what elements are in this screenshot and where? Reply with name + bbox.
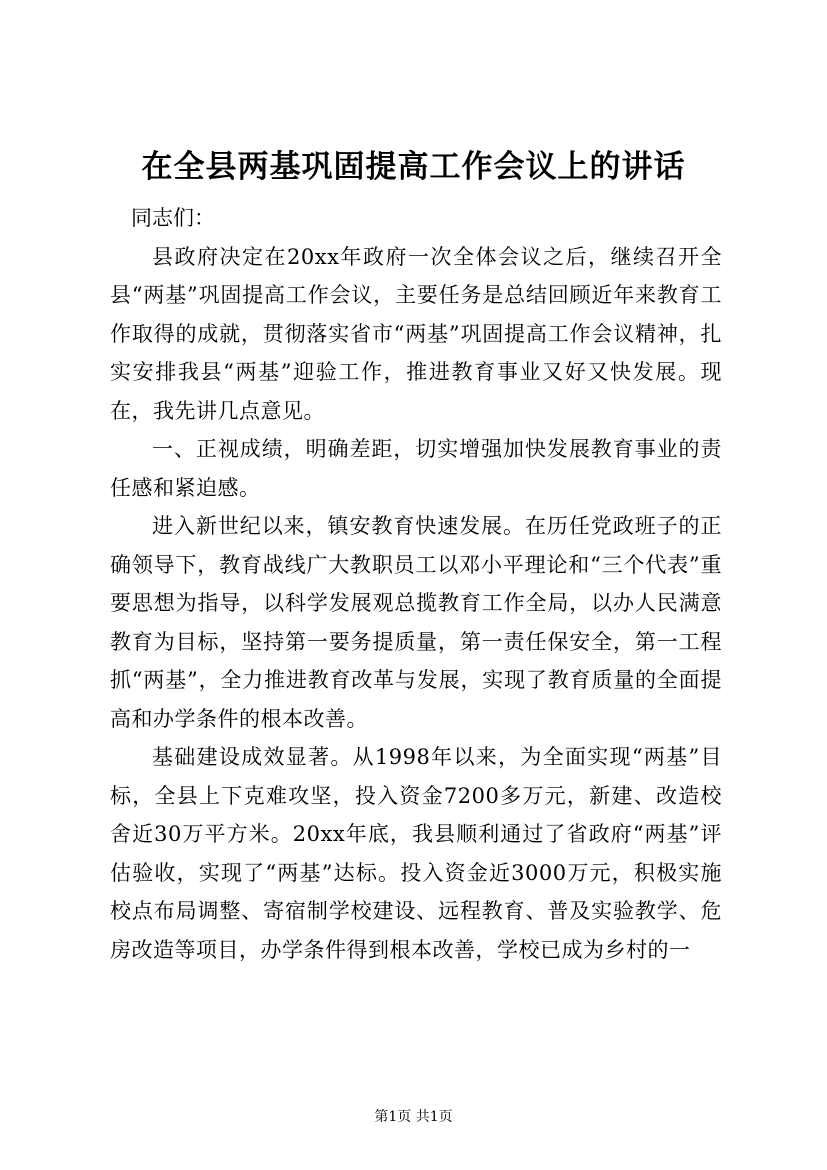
page-footer: 第1页 共1页 xyxy=(374,1109,453,1125)
paragraph-2: 一、正视成绩，明确差距，切实增强加快发展教育事业的责任感和紧迫感。 xyxy=(110,437,722,500)
salutation: 同志们： xyxy=(131,206,215,230)
paragraph-3: 进入新世纪以来，镇安教育快速发展。在历任党政班子的正确领导下，教育战线广大教职员工以邓小平理论和“三个代表”重要思想为指导，以科学发展观总揽教育工作全局，以办人民满意教育为目标，坚持第一要务提质量，第一责任保安全，第一工程抓“两基”，全力推进教育改革与发展，实现了教育质量的全面提高和办学条件的根本改善。 xyxy=(110,514,722,731)
paragraph-4: 基础建设成效显著。从1998年以来，为全面实现“两基”目标，全县上下克难攻坚，投入资金7200多万元，新建、改造校舍近30万平方米。20xx年底，我县顺利通过了省政府“两基”评估验收，实现了“两基”达标。投入资金近3000万元，积极实施校点布局调整、寄宿制学校建设、远程教育、普及实验教学、危房改造等项目，办学条件得到根本改善，学校已成为乡村的一 xyxy=(110,745,722,962)
document-title: 在全县两基巩固提高工作会议上的讲话 xyxy=(141,149,686,185)
paragraph-1: 县政府决定在20xx年政府一次全体会议之后，继续召开全县“两基”巩固提高工作会议，主要任务是总结回顾近年来教育工作取得的成就，贯彻落实省市“两基”巩固提高工作会议精神，扎实安排我县“两基”迎验工作，推进教育事业又好又快发展。现在，我先讲几点意见。 xyxy=(110,244,722,423)
document-body xyxy=(110,199,722,969)
